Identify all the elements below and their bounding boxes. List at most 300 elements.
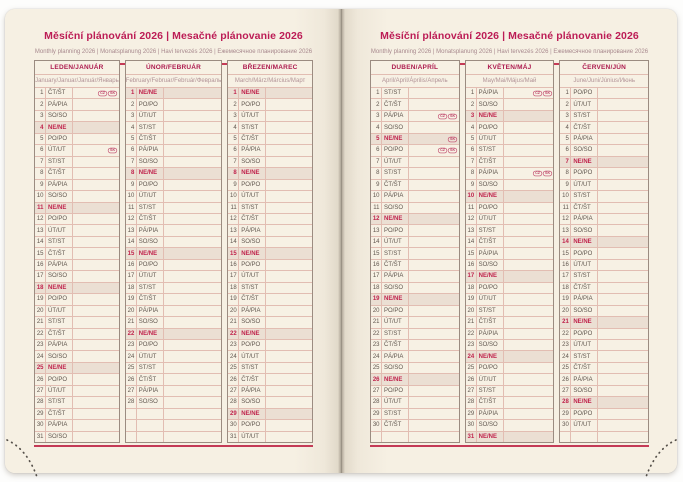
notes-cell (73, 283, 119, 293)
notes-cell (504, 374, 554, 384)
notes-cell (73, 271, 119, 281)
notes-cell (598, 363, 648, 373)
day-abbrev: ČT/ŠT (477, 157, 504, 167)
day-abbrev: ČT/ŠT (477, 317, 504, 327)
notes-cell (409, 386, 459, 396)
notes-cell (73, 248, 119, 258)
day-row (466, 385, 554, 396)
day-abbrev: ČT/ŠT (137, 374, 164, 384)
notes-cell (73, 409, 119, 419)
day-number: 23 (371, 340, 382, 350)
month-name: BŘEZEN/MAREC (228, 61, 312, 75)
day-row (35, 305, 119, 316)
day-abbrev: SO/SO (382, 203, 409, 213)
month-column (370, 60, 460, 443)
footer-rule (370, 445, 649, 447)
notes-cell (409, 432, 459, 442)
day-row (560, 259, 648, 270)
day-number: 30 (560, 420, 571, 430)
day-row (35, 270, 119, 281)
notes-cell (164, 271, 221, 281)
day-abbrev: PO/PO (137, 99, 164, 109)
day-row (126, 98, 221, 109)
day-row (371, 213, 459, 224)
day-abbrev: PO/PO (571, 168, 598, 178)
day-row (126, 110, 221, 121)
day-row (466, 98, 554, 109)
day-number: 10 (371, 191, 382, 201)
day-abbrev: ÚT/UT (571, 340, 598, 350)
notes-cell (266, 180, 312, 190)
day-number: 2 (371, 99, 382, 109)
day-abbrev: ÚT/UT (382, 317, 409, 327)
day-number: 17 (35, 271, 46, 281)
notes-cell (598, 294, 648, 304)
day-number: 9 (466, 180, 477, 190)
month-subtitle: March/März/Március/Март (234, 78, 306, 84)
day-abbrev: ÚT/UT (571, 420, 598, 430)
day-abbrev: SO/SO (477, 340, 504, 350)
day-number: 24 (126, 351, 137, 361)
notes-cell (266, 317, 312, 327)
day-abbrev: ÚT/UT (239, 432, 266, 442)
day-abbrev (137, 409, 164, 419)
notes-cell (598, 329, 648, 339)
day-row (228, 202, 312, 213)
day-abbrev: PÁ/PIA (477, 329, 504, 339)
day-abbrev: PÁ/PIA (137, 386, 164, 396)
day-number: 9 (228, 180, 239, 190)
notes-cell (73, 145, 119, 155)
day-abbrev: ČT/ŠT (571, 283, 598, 293)
notes-cell (504, 111, 554, 121)
day-number: 19 (126, 294, 137, 304)
day-abbrev: PO/PO (571, 88, 598, 98)
notes-cell (598, 283, 648, 293)
notes-cell (598, 317, 648, 327)
day-number: 9 (35, 180, 46, 190)
day-abbrev: ÚT/UT (382, 237, 409, 247)
month-column (125, 60, 222, 443)
day-abbrev: ÚT/UT (239, 111, 266, 121)
day-number: 9 (126, 180, 137, 190)
day-row (228, 133, 312, 144)
day-number: 21 (371, 317, 382, 327)
day-number: 13 (35, 225, 46, 235)
day-abbrev: ÚT/UT (137, 271, 164, 281)
day-row (466, 121, 554, 132)
day-abbrev: ČT/ŠT (571, 122, 598, 132)
day-number: 25 (35, 363, 46, 373)
day-number: 26 (371, 374, 382, 384)
notes-cell (164, 306, 221, 316)
day-row (35, 133, 119, 144)
day-row (126, 362, 221, 373)
day-number: 26 (126, 374, 137, 384)
day-number: 22 (228, 329, 239, 339)
day-row (466, 87, 554, 98)
day-abbrev: PO/PO (571, 409, 598, 419)
day-row (371, 202, 459, 213)
day-row (466, 236, 554, 247)
day-number: 30 (466, 420, 477, 430)
notes-cell (598, 203, 648, 213)
day-abbrev: ST/ST (239, 283, 266, 293)
day-number: 24 (466, 351, 477, 361)
day-abbrev: NE/NE (46, 283, 73, 293)
day-row (560, 236, 648, 247)
day-number: 7 (35, 157, 46, 167)
day-abbrev: PO/PO (477, 203, 504, 213)
day-number: 20 (371, 306, 382, 316)
day-row (371, 270, 459, 281)
notes-cell (164, 386, 221, 396)
day-abbrev: ST/ST (46, 157, 73, 167)
notes-cell (598, 157, 648, 167)
notes-cell (73, 374, 119, 384)
day-row (35, 385, 119, 396)
day-row (371, 305, 459, 316)
day-number: 27 (371, 386, 382, 396)
day-abbrev: NE/NE (571, 157, 598, 167)
day-abbrev: ST/ST (382, 329, 409, 339)
notes-cell (164, 363, 221, 373)
day-abbrev: ČT/ŠT (239, 374, 266, 384)
day-abbrev: NE/NE (239, 409, 266, 419)
day-number: 4 (35, 122, 46, 132)
day-row (35, 98, 119, 109)
day-abbrev: ČT/ŠT (46, 168, 73, 178)
day-abbrev: ST/ST (137, 283, 164, 293)
day-abbrev: SO/SO (46, 111, 73, 121)
day-abbrev: ST/ST (46, 237, 73, 247)
notes-cell (409, 363, 459, 373)
day-number: 9 (371, 180, 382, 190)
day-row (560, 339, 648, 350)
notes-cell (504, 260, 554, 270)
day-row (126, 339, 221, 350)
day-abbrev: SO/SO (382, 363, 409, 373)
day-row (371, 396, 459, 407)
day-number: 10 (126, 191, 137, 201)
notes-cell (73, 180, 119, 190)
day-row (126, 396, 221, 407)
notes-cell (164, 420, 221, 430)
notes-cell (73, 99, 119, 109)
month-rows (126, 87, 221, 442)
notes-cell (164, 260, 221, 270)
day-row (35, 190, 119, 201)
day-row (466, 282, 554, 293)
day-number: 6 (35, 145, 46, 155)
day-row (466, 259, 554, 270)
day-abbrev: SO/SO (46, 432, 73, 442)
day-row (126, 224, 221, 235)
notes-cell (598, 191, 648, 201)
day-number: 20 (35, 306, 46, 316)
day-row (228, 98, 312, 109)
day-number: 3 (560, 111, 571, 121)
holiday-badges (438, 113, 457, 119)
day-number: 23 (466, 340, 477, 350)
day-abbrev: PÁ/PIA (239, 145, 266, 155)
day-abbrev: PO/PO (137, 180, 164, 190)
notes-cell (504, 225, 554, 235)
day-row (466, 110, 554, 121)
day-number: 13 (228, 225, 239, 235)
day-row (35, 259, 119, 270)
day-number: 21 (35, 317, 46, 327)
month-name: ČERVEN/JÚN (560, 61, 648, 75)
notes-cell (598, 168, 648, 178)
notes-cell (598, 386, 648, 396)
day-number: 31 (228, 432, 239, 442)
day-row (560, 167, 648, 178)
day-row (560, 293, 648, 304)
day-number: 5 (466, 134, 477, 144)
footer-rule (34, 445, 313, 447)
notes-cell (73, 122, 119, 132)
day-row (466, 419, 554, 430)
day-abbrev: ST/ST (239, 363, 266, 373)
day-row (560, 87, 648, 98)
day-number: 21 (560, 317, 571, 327)
day-number: 22 (560, 329, 571, 339)
day-abbrev: ÚT/UT (477, 374, 504, 384)
day-abbrev: ÚT/UT (137, 351, 164, 361)
notes-cell (504, 420, 554, 430)
day-number (126, 420, 137, 430)
day-abbrev: ÚT/UT (477, 294, 504, 304)
day-row (560, 396, 648, 407)
day-abbrev: ST/ST (382, 409, 409, 419)
day-row (126, 144, 221, 155)
day-abbrev: ST/ST (239, 122, 266, 132)
day-row (126, 213, 221, 224)
day-row (560, 133, 648, 144)
day-row (35, 373, 119, 384)
day-row (466, 156, 554, 167)
day-row (560, 305, 648, 316)
day-number: 11 (35, 203, 46, 213)
day-number: 10 (560, 191, 571, 201)
month-columns-right (370, 60, 649, 443)
page-left (5, 9, 341, 473)
notes-cell (409, 374, 459, 384)
month-subtitle: May/Mai/Május/Май (482, 78, 537, 84)
day-abbrev: ST/ST (571, 351, 598, 361)
page-subtitle: Monthly planning 2026 | Monatsplanung 2026 | Havi tervezés 2026 | Ежемесячное планирование 2026 (34, 49, 313, 55)
notes-cell (266, 99, 312, 109)
day-number: 15 (126, 248, 137, 258)
day-abbrev: NE/NE (477, 432, 504, 442)
notes-cell (598, 397, 648, 407)
day-row (560, 121, 648, 132)
notes-cell (504, 363, 554, 373)
day-row (35, 316, 119, 327)
day-abbrev: ČT/ŠT (46, 248, 73, 258)
day-number: 16 (228, 260, 239, 270)
notes-cell (73, 88, 119, 98)
day-abbrev: SO/SO (571, 145, 598, 155)
day-abbrev: PÁ/PIA (477, 248, 504, 258)
day-row (35, 121, 119, 132)
day-number: 4 (560, 122, 571, 132)
day-number: 20 (228, 306, 239, 316)
notes-cell (73, 260, 119, 270)
notes-cell (409, 99, 459, 109)
notes-cell (409, 340, 459, 350)
notes-cell (164, 317, 221, 327)
day-row (228, 87, 312, 98)
notes-cell (266, 122, 312, 132)
day-number: 8 (560, 168, 571, 178)
day-row (371, 133, 459, 144)
day-number: 1 (35, 88, 46, 98)
notes-cell (409, 180, 459, 190)
day-abbrev: SO/SO (137, 237, 164, 247)
day-number: 14 (371, 237, 382, 247)
day-number: 2 (126, 99, 137, 109)
day-number: 14 (228, 237, 239, 247)
notes-cell (73, 351, 119, 361)
day-abbrev (137, 432, 164, 442)
day-abbrev: SO/SO (477, 99, 504, 109)
day-abbrev: ČT/ŠT (46, 409, 73, 419)
holiday-badge: CZ (533, 171, 542, 177)
day-number: 23 (126, 340, 137, 350)
holiday-badge: CZ (438, 148, 447, 154)
notes-cell (266, 397, 312, 407)
day-number: 19 (371, 294, 382, 304)
day-row (560, 408, 648, 419)
day-number: 5 (126, 134, 137, 144)
day-number: 3 (35, 111, 46, 121)
day-abbrev: PÁ/PIA (46, 420, 73, 430)
day-abbrev: PÁ/PIA (137, 225, 164, 235)
day-abbrev: ÚT/UT (571, 260, 598, 270)
notes-cell (73, 317, 119, 327)
day-number: 14 (35, 237, 46, 247)
notes-cell (598, 180, 648, 190)
day-abbrev: ČT/ŠT (571, 363, 598, 373)
notes-cell (266, 351, 312, 361)
day-row (371, 316, 459, 327)
day-number: 21 (228, 317, 239, 327)
notes-cell (409, 306, 459, 316)
notes-cell (73, 294, 119, 304)
day-row (466, 350, 554, 361)
day-row (560, 98, 648, 109)
notes-cell (504, 397, 554, 407)
notes-cell (598, 374, 648, 384)
day-abbrev: NE/NE (477, 191, 504, 201)
day-number: 7 (228, 157, 239, 167)
day-number: 15 (560, 248, 571, 258)
day-abbrev: SO/SO (571, 386, 598, 396)
day-abbrev: NE/NE (46, 122, 73, 132)
day-abbrev: PÁ/PIA (382, 191, 409, 201)
day-abbrev: ČT/ŠT (239, 294, 266, 304)
notes-cell (266, 432, 312, 442)
notes-cell (409, 225, 459, 235)
day-row (371, 419, 459, 430)
day-number: 1 (228, 88, 239, 98)
notes-cell (504, 432, 554, 442)
day-number: 7 (126, 157, 137, 167)
day-row (466, 144, 554, 155)
day-row (560, 282, 648, 293)
day-abbrev: NE/NE (46, 363, 73, 373)
notes-cell (164, 157, 221, 167)
day-abbrev: ÚT/UT (239, 351, 266, 361)
day-number: 2 (466, 99, 477, 109)
notes-cell (73, 386, 119, 396)
day-row (560, 270, 648, 281)
day-abbrev: PO/PO (382, 225, 409, 235)
day-row (126, 259, 221, 270)
day-row (228, 110, 312, 121)
day-row (126, 373, 221, 384)
day-number: 16 (126, 260, 137, 270)
day-row (228, 236, 312, 247)
notes-cell (598, 409, 648, 419)
notes-cell (164, 237, 221, 247)
day-abbrev: PO/PO (46, 214, 73, 224)
notes-cell (409, 329, 459, 339)
day-abbrev: ST/ST (477, 225, 504, 235)
notes-cell (266, 306, 312, 316)
day-abbrev: PO/PO (571, 329, 598, 339)
holiday-badge: SK (543, 171, 553, 177)
day-row (35, 202, 119, 213)
day-abbrev: PO/PO (46, 294, 73, 304)
day-row (466, 305, 554, 316)
notes-cell (73, 306, 119, 316)
day-number: 5 (560, 134, 571, 144)
day-number: 11 (466, 203, 477, 213)
notes-cell (598, 351, 648, 361)
day-number: 24 (371, 351, 382, 361)
notes-cell (266, 134, 312, 144)
day-abbrev: ÚT/UT (382, 397, 409, 407)
day-abbrev: ČT/ŠT (46, 329, 73, 339)
notes-cell (598, 237, 648, 247)
holiday-badges (98, 90, 117, 96)
day-number: 7 (560, 157, 571, 167)
day-abbrev: PO/PO (239, 420, 266, 430)
day-row (35, 156, 119, 167)
day-row (466, 202, 554, 213)
day-row (35, 213, 119, 224)
day-abbrev: ST/ST (571, 191, 598, 201)
day-number: 16 (35, 260, 46, 270)
day-number: 11 (126, 203, 137, 213)
day-row (371, 247, 459, 258)
notes-cell (73, 203, 119, 213)
day-row (371, 179, 459, 190)
notes-cell (266, 420, 312, 430)
day-number: 23 (560, 340, 571, 350)
notes-cell (598, 271, 648, 281)
notes-cell (598, 260, 648, 270)
day-number: 21 (126, 317, 137, 327)
day-number: 15 (371, 248, 382, 258)
notes-cell (164, 329, 221, 339)
day-number: 12 (228, 214, 239, 224)
day-row (228, 179, 312, 190)
notes-cell (164, 88, 221, 98)
